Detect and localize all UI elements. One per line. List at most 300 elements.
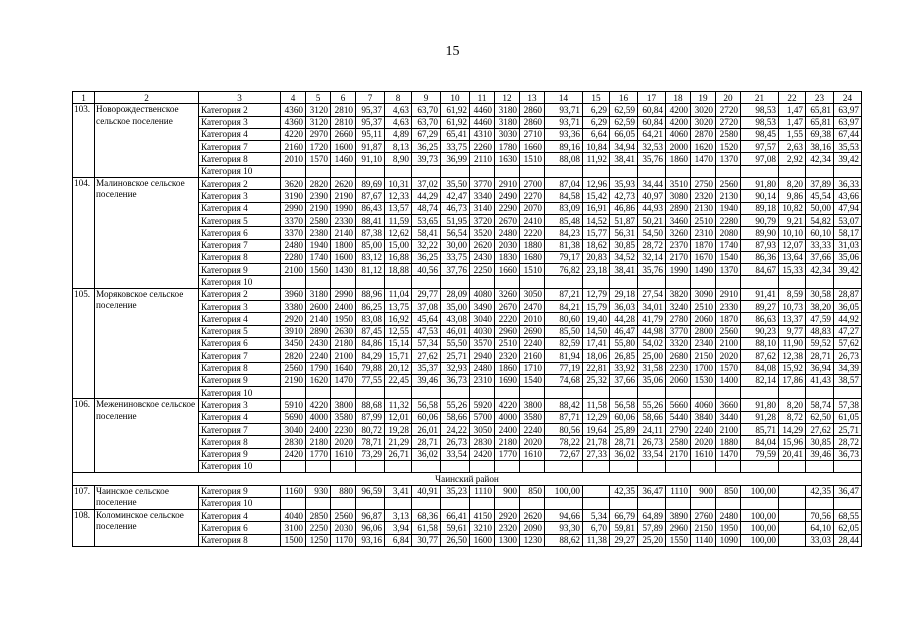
value-cell: 13,75 [385, 301, 412, 313]
value-cell: 11,92 [583, 153, 610, 165]
category-label: Категория 10 [199, 276, 281, 288]
value-cell: 1710 [520, 362, 545, 374]
column-header: 8 [385, 92, 412, 104]
value-cell: 14,29 [779, 424, 806, 436]
value-cell: 2750 [691, 178, 716, 190]
value-cell: 36,02 [610, 448, 638, 460]
value-cell: 3120 [306, 104, 331, 116]
value-cell: 15,00 [385, 239, 412, 251]
value-cell: 1230 [520, 534, 545, 546]
value-cell: 73,29 [356, 448, 385, 460]
value-cell: 2370 [666, 239, 691, 251]
value-cell: 1540 [716, 251, 741, 263]
value-cell: 2010 [520, 313, 545, 325]
value-cell: 62,05 [834, 522, 862, 534]
value-cell: 12,38 [779, 350, 806, 362]
value-cell: 47,94 [834, 202, 862, 214]
value-cell: 100,00 [741, 485, 779, 497]
value-cell [779, 276, 806, 288]
value-cell [306, 497, 331, 509]
value-cell: 2190 [331, 190, 356, 202]
value-cell: 2100 [281, 264, 306, 276]
value-cell: 3440 [716, 411, 741, 423]
value-cell [666, 460, 691, 472]
value-cell: 84,21 [545, 301, 583, 313]
value-cell: 4200 [666, 104, 691, 116]
value-cell [470, 460, 495, 472]
value-cell: 53,07 [834, 214, 862, 226]
value-cell: 29,27 [610, 534, 638, 546]
value-cell: 11,58 [583, 399, 610, 411]
value-cell: 46,01 [441, 325, 470, 337]
value-cell: 3,41 [385, 485, 412, 497]
value-cell: 84,04 [741, 436, 779, 448]
value-cell: 10,82 [779, 202, 806, 214]
value-cell [331, 387, 356, 399]
value-cell: 1370 [716, 153, 741, 165]
value-cell: 46,47 [610, 325, 638, 337]
value-cell: 55,50 [441, 337, 470, 349]
column-number-header [73, 92, 862, 104]
value-cell: 4,63 [385, 116, 412, 128]
table-row [73, 510, 862, 522]
value-cell: 3090 [691, 288, 716, 300]
value-cell [385, 460, 412, 472]
value-cell: 1400 [716, 374, 741, 386]
value-cell: 4000 [306, 411, 331, 423]
value-cell: 3260 [666, 227, 691, 239]
value-cell: 22,81 [583, 362, 610, 374]
value-cell: 2470 [520, 301, 545, 313]
table-row [73, 104, 862, 116]
category-label: Категория 8 [199, 436, 281, 448]
value-cell: 32,22 [412, 239, 441, 251]
value-cell: 19,40 [583, 313, 610, 325]
value-cell: 3370 [281, 214, 306, 226]
value-cell: 4200 [666, 116, 691, 128]
value-cell: 2250 [470, 264, 495, 276]
value-cell: 85,71 [741, 424, 779, 436]
value-cell [441, 497, 470, 509]
value-cell: 87,93 [741, 239, 779, 251]
value-cell: 1500 [281, 534, 306, 546]
value-cell: 88,41 [356, 214, 385, 226]
value-cell: 1870 [716, 313, 741, 325]
value-cell: 1600 [470, 534, 495, 546]
value-cell: 5690 [281, 411, 306, 423]
value-cell: 23,18 [583, 264, 610, 276]
value-cell: 1950 [716, 522, 741, 534]
value-cell: 36,33 [834, 178, 862, 190]
value-cell: 2240 [306, 350, 331, 362]
value-cell: 20,12 [385, 362, 412, 374]
value-cell [356, 165, 385, 177]
value-cell: 22,45 [385, 374, 412, 386]
value-cell: 10,73 [779, 301, 806, 313]
value-cell: 2800 [691, 325, 716, 337]
value-cell: 2330 [331, 214, 356, 226]
value-cell: 2660 [331, 128, 356, 140]
value-cell: 28,44 [834, 534, 862, 546]
column-header: 21 [741, 92, 779, 104]
value-cell: 91,28 [741, 411, 779, 423]
value-cell: 59,52 [806, 337, 834, 349]
value-cell: 88,96 [356, 288, 385, 300]
value-cell: 62,59 [610, 104, 638, 116]
value-cell: 32,14 [638, 251, 666, 263]
value-cell: 2420 [470, 448, 495, 460]
value-cell: 2090 [520, 522, 545, 534]
value-cell [779, 497, 806, 509]
value-cell [779, 387, 806, 399]
value-cell: 11,59 [385, 214, 412, 226]
value-cell: 100,00 [545, 485, 583, 497]
value-cell: 88,42 [545, 399, 583, 411]
value-cell: 12,07 [779, 239, 806, 251]
value-cell: 2070 [520, 202, 545, 214]
value-cell: 66,05 [610, 128, 638, 140]
value-cell: 1600 [331, 141, 356, 153]
value-cell [834, 497, 862, 509]
value-cell: 2910 [716, 288, 741, 300]
value-cell: 21,29 [385, 436, 412, 448]
value-cell: 2150 [691, 350, 716, 362]
category-label: Категория 4 [199, 202, 281, 214]
value-cell: 2890 [306, 325, 331, 337]
value-cell [691, 497, 716, 509]
value-cell: 46,73 [441, 202, 470, 214]
value-cell: 2230 [666, 362, 691, 374]
value-cell [583, 485, 610, 497]
value-cell: 87,21 [545, 288, 583, 300]
value-cell: 1520 [716, 141, 741, 153]
value-cell: 2180 [306, 436, 331, 448]
value-cell: 12,33 [385, 190, 412, 202]
value-cell: 40,97 [638, 190, 666, 202]
category-label: Категория 10 [199, 460, 281, 472]
table-row [73, 178, 862, 190]
value-cell: 1610 [331, 448, 356, 460]
value-cell: 35,50 [441, 178, 470, 190]
value-cell: 1570 [716, 362, 741, 374]
value-cell: 2480 [495, 227, 520, 239]
value-cell [331, 460, 356, 472]
value-cell: 4060 [666, 128, 691, 140]
value-cell: 95,37 [356, 116, 385, 128]
category-label: Категория 4 [199, 128, 281, 140]
category-label: Категория 4 [199, 313, 281, 325]
value-cell [281, 165, 306, 177]
value-cell: 3190 [281, 190, 306, 202]
value-cell: 27,62 [412, 350, 441, 362]
value-cell: 930 [306, 485, 331, 497]
value-cell [281, 460, 306, 472]
value-cell: 34,52 [610, 251, 638, 263]
value-cell: 2400 [306, 424, 331, 436]
value-cell: 2380 [306, 227, 331, 239]
value-cell: 1560 [306, 264, 331, 276]
value-cell [520, 460, 545, 472]
value-cell: 900 [495, 485, 520, 497]
value-cell: 90,79 [741, 214, 779, 226]
value-cell: 2480 [470, 362, 495, 374]
value-cell: 4060 [691, 399, 716, 411]
value-cell: 1490 [691, 264, 716, 276]
value-cell: 27,54 [638, 288, 666, 300]
value-cell: 1,47 [779, 116, 806, 128]
value-cell: 25,32 [583, 374, 610, 386]
value-cell: 1660 [520, 141, 545, 153]
value-cell: 2400 [495, 424, 520, 436]
category-label: Категория 3 [199, 301, 281, 313]
value-cell [610, 276, 638, 288]
value-cell: 3890 [666, 510, 691, 522]
value-cell: 33,75 [441, 251, 470, 263]
value-cell: 37,66 [610, 374, 638, 386]
value-cell: 28,71 [610, 436, 638, 448]
value-cell: 15,96 [779, 436, 806, 448]
value-cell: 2270 [520, 190, 545, 202]
value-cell: 2870 [691, 128, 716, 140]
value-cell: 39,42 [834, 153, 862, 165]
value-cell: 3020 [691, 104, 716, 116]
value-cell: 13,64 [779, 251, 806, 263]
value-cell: 87,45 [356, 325, 385, 337]
category-label: Категория 9 [199, 448, 281, 460]
value-cell [610, 387, 638, 399]
value-cell [610, 460, 638, 472]
value-cell: 2760 [691, 510, 716, 522]
value-cell: 11,04 [385, 288, 412, 300]
value-cell: 65,81 [806, 116, 834, 128]
value-cell: 37,76 [441, 264, 470, 276]
value-cell [610, 497, 638, 509]
value-cell: 2480 [281, 239, 306, 251]
value-cell: 87,71 [545, 411, 583, 423]
value-cell [806, 165, 834, 177]
value-cell: 900 [691, 485, 716, 497]
value-cell: 58,66 [441, 411, 470, 423]
value-cell: 1680 [520, 251, 545, 263]
value-cell: 2830 [470, 436, 495, 448]
category-label: Категория 9 [199, 485, 281, 497]
value-cell: 9,21 [779, 214, 806, 226]
value-cell: 1830 [495, 251, 520, 263]
value-cell: 2160 [281, 141, 306, 153]
value-cell: 61,92 [441, 104, 470, 116]
value-cell: 57,34 [412, 337, 441, 349]
value-cell: 86,25 [356, 301, 385, 313]
value-cell: 8,72 [779, 411, 806, 423]
value-cell [470, 497, 495, 509]
value-cell: 2810 [331, 116, 356, 128]
value-cell: 41,79 [638, 313, 666, 325]
value-cell [281, 387, 306, 399]
value-cell: 26,71 [385, 448, 412, 460]
value-cell: 4080 [470, 288, 495, 300]
value-cell [666, 497, 691, 509]
value-cell: 3380 [281, 301, 306, 313]
value-cell: 44,93 [638, 202, 666, 214]
value-cell: 27,62 [806, 424, 834, 436]
value-cell [520, 165, 545, 177]
value-cell: 90,23 [741, 325, 779, 337]
value-cell: 2180 [495, 436, 520, 448]
value-cell: 28,72 [638, 239, 666, 251]
value-cell: 3510 [666, 178, 691, 190]
value-cell: 2580 [306, 214, 331, 226]
value-cell: 3040 [281, 424, 306, 436]
value-cell: 2710 [520, 128, 545, 140]
value-cell: 40,91 [412, 485, 441, 497]
value-cell: 98,53 [741, 116, 779, 128]
value-cell: 1790 [306, 362, 331, 374]
value-cell: 1690 [495, 374, 520, 386]
value-cell: 47,59 [806, 313, 834, 325]
value-cell [331, 276, 356, 288]
value-cell: 64,21 [638, 128, 666, 140]
value-cell: 2280 [281, 251, 306, 263]
value-cell: 12,62 [385, 227, 412, 239]
value-cell: 2510 [691, 214, 716, 226]
value-cell: 62,59 [610, 116, 638, 128]
value-cell: 2330 [716, 301, 741, 313]
value-cell: 85,00 [356, 239, 385, 251]
value-cell: 5910 [281, 399, 306, 411]
value-cell: 30,58 [806, 288, 834, 300]
value-cell: 90,14 [741, 190, 779, 202]
value-cell: 2280 [716, 214, 741, 226]
value-cell: 3100 [281, 522, 306, 534]
value-cell: 42,35 [610, 485, 638, 497]
value-cell [806, 387, 834, 399]
column-header: 15 [583, 92, 610, 104]
value-cell [281, 497, 306, 509]
value-cell [779, 460, 806, 472]
value-cell: 1800 [331, 239, 356, 251]
value-cell: 38,41 [610, 264, 638, 276]
value-cell [610, 165, 638, 177]
value-cell [638, 387, 666, 399]
settlement-name: Коломинское сельское поселение [95, 510, 199, 547]
value-cell [834, 460, 862, 472]
value-cell: 5,34 [583, 510, 610, 522]
value-cell: 2890 [666, 202, 691, 214]
value-cell: 59,61 [441, 522, 470, 534]
settlement-name: Межениновское сельское поселение [95, 399, 199, 473]
value-cell: 2160 [520, 350, 545, 362]
column-header: 13 [520, 92, 545, 104]
value-cell [520, 276, 545, 288]
value-cell: 35,76 [638, 264, 666, 276]
settlement-name: Малиновское сельское поселение [95, 178, 199, 289]
value-cell: 18,88 [385, 264, 412, 276]
value-cell: 64,89 [638, 510, 666, 522]
value-cell: 2670 [495, 214, 520, 226]
column-header: 2 [95, 92, 199, 104]
value-cell: 86,43 [356, 202, 385, 214]
value-cell: 2,63 [779, 141, 806, 153]
value-cell: 1300 [495, 534, 520, 546]
value-cell: 16,92 [385, 313, 412, 325]
value-cell: 66,79 [610, 510, 638, 522]
value-cell: 3050 [470, 424, 495, 436]
settlement-number: 108. [73, 510, 95, 547]
value-cell: 95,37 [356, 104, 385, 116]
value-cell: 26,85 [610, 350, 638, 362]
value-cell: 5660 [666, 399, 691, 411]
value-cell [331, 165, 356, 177]
value-cell: 2320 [691, 190, 716, 202]
value-cell: 28,09 [441, 288, 470, 300]
category-label: Категория 3 [199, 116, 281, 128]
value-cell: 94,66 [545, 510, 583, 522]
settlement-number: 107. [73, 485, 95, 510]
value-cell: 30,85 [806, 436, 834, 448]
category-label: Категория 10 [199, 165, 281, 177]
value-cell: 87,38 [356, 227, 385, 239]
value-cell: 2020 [691, 436, 716, 448]
value-cell [412, 460, 441, 472]
value-cell: 2940 [470, 350, 495, 362]
value-cell: 2,92 [779, 153, 806, 165]
value-cell: 11,32 [385, 399, 412, 411]
value-cell [385, 497, 412, 509]
value-cell: 2240 [520, 424, 545, 436]
value-cell: 36,05 [834, 301, 862, 313]
value-cell: 2250 [306, 522, 331, 534]
value-cell: 2290 [495, 202, 520, 214]
value-cell: 24,11 [638, 424, 666, 436]
value-cell: 2030 [495, 239, 520, 251]
value-cell: 1950 [331, 313, 356, 325]
value-cell: 2420 [281, 448, 306, 460]
value-cell: 36,99 [441, 153, 470, 165]
value-cell: 48,83 [806, 325, 834, 337]
value-cell: 2560 [716, 325, 741, 337]
value-cell: 1,47 [779, 104, 806, 116]
value-cell: 93,71 [545, 116, 583, 128]
value-cell: 38,57 [834, 374, 862, 386]
value-cell: 38,41 [610, 153, 638, 165]
value-cell: 32,93 [441, 362, 470, 374]
value-cell: 38,20 [806, 301, 834, 313]
value-cell: 8,20 [779, 178, 806, 190]
value-cell: 50,00 [806, 202, 834, 214]
value-cell: 12,01 [385, 411, 412, 423]
value-cell: 4030 [470, 325, 495, 337]
value-cell: 17,41 [583, 337, 610, 349]
value-cell: 2220 [495, 313, 520, 325]
value-cell: 3490 [470, 301, 495, 313]
value-cell: 56,31 [610, 227, 638, 239]
value-cell: 51,95 [441, 214, 470, 226]
value-cell: 2790 [666, 424, 691, 436]
value-cell: 3620 [281, 178, 306, 190]
value-cell: 47,27 [834, 325, 862, 337]
value-cell: 42,34 [806, 264, 834, 276]
value-cell: 11,90 [779, 337, 806, 349]
value-cell [716, 276, 741, 288]
value-cell [716, 165, 741, 177]
value-cell: 38,16 [806, 141, 834, 153]
value-cell: 1430 [331, 264, 356, 276]
value-cell: 85,48 [545, 214, 583, 226]
value-cell [779, 522, 806, 534]
value-cell: 93,16 [356, 534, 385, 546]
table-row [73, 485, 862, 497]
value-cell [583, 460, 610, 472]
